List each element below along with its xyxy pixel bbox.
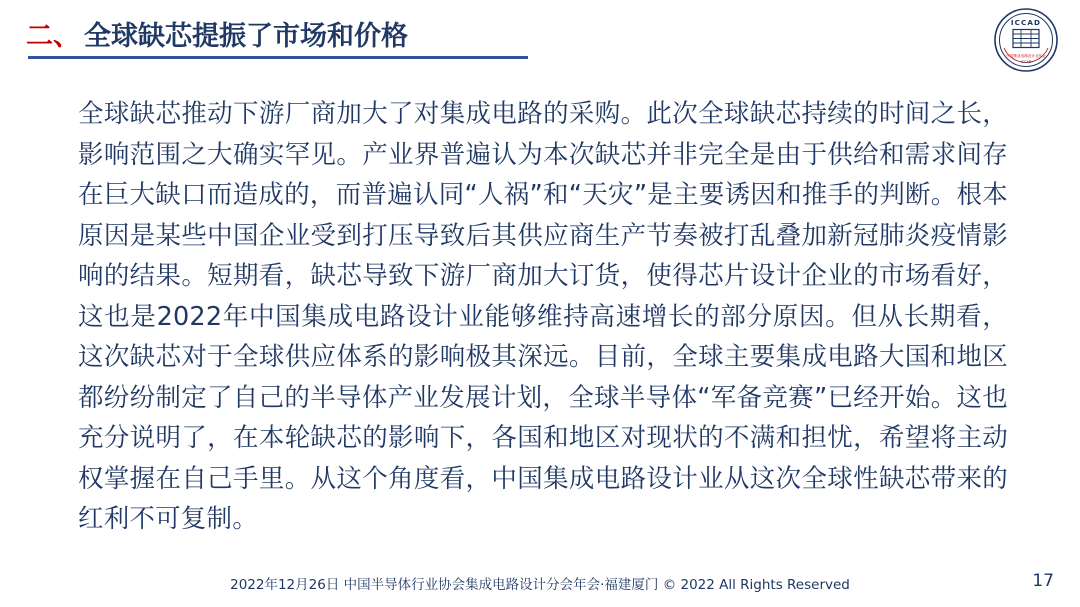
body-paragraph: 全球缺芯推动下游厂商加大了对集成电路的采购。此次全球缺芯持续的时间之长，影响范围之大确实罕见。产业界普遍认为本次缺芯并非完全是由于供给和需求间存在巨大缺口而造成的，而普遍认同“人祸”和“天灾”是主要诱因和推手的判断。根本原因是某些中国企业受到打压导致后其供应商生产节奏被打乱叠加新冠肺炎疫情影响的结果。短期看，缺芯导致下游厂商加大订货，使得芯片设计企业的市场看好，这也是2022年中国集成电路设计业能够维持高速增长的部分原因。但从长期看，这次缺芯对于全球供应体系的影响极其深远。目前，全球主要集成电路大国和地区都纷纷制定了自己的半导体产业发展计划，全球半导体“军备竞赛”已经开始。这也充分说明了，在本轮缺芯的影响下，各国和地区对现状的不满和担忧，希望将主动权掌握在自己手里。从这个角度看，中国集成电路设计业从这次全球性缺芯带来的红利不可复制。 [78,99,1008,534]
footer-copyright: 2022年12月26日 中国半导体行业协会集成电路设计分会年会·福建厦门 © 2022 All Rights Reserved [230,577,850,593]
page-title-text: 全球缺芯提振了市场和价格 [84,21,408,52]
svg-text:ICCAD: ICCAD [1010,18,1042,27]
svg-text:中国集成电路设计业年会: 中国集成电路设计业年会 [1006,54,1046,58]
page-title-number: 二、 [26,21,80,52]
iccad-logo-icon [994,8,1058,72]
slide-header [0,0,1080,72]
page-title [26,14,408,53]
page-number: 17 [1032,571,1054,591]
title-underline-rule [28,56,528,59]
svg-text:ICCAD: ICCAD [1020,60,1032,64]
slide-footer [0,571,1080,599]
